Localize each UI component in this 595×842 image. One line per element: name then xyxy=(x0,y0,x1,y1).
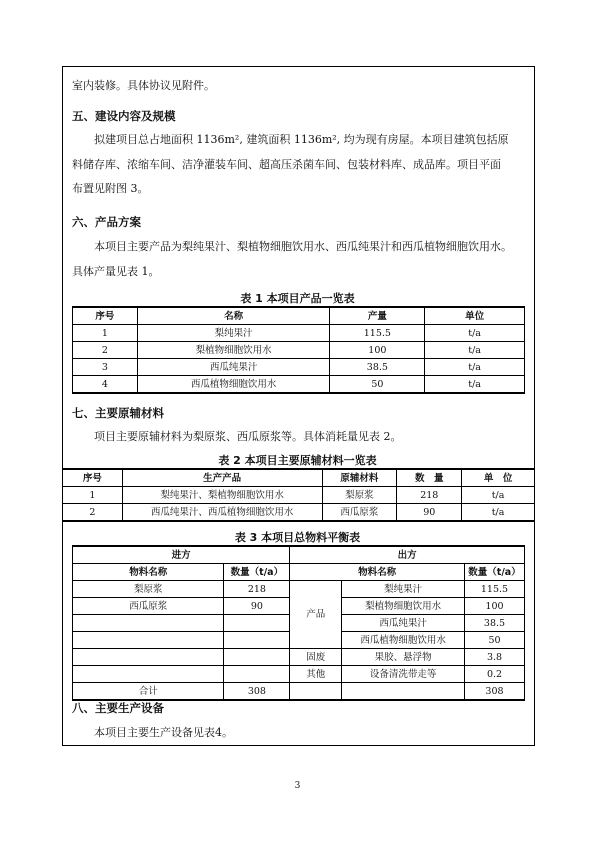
table-cell: 1 xyxy=(63,487,123,504)
paragraph-line: 料储存库、浓缩车间、洁净灌装车间、超高压杀菌车间、包装材料库、成品库。项目平面 xyxy=(72,158,501,171)
table-cell xyxy=(73,666,224,683)
table-header: 数量（t/a） xyxy=(464,564,524,581)
table-cell xyxy=(224,666,290,683)
table-header: 单 位 xyxy=(462,469,535,487)
table-cell: 38.5 xyxy=(330,359,425,376)
table2-caption: 表 2 本项目主要原辅材料一览表 xyxy=(218,454,377,467)
table-cell: t/a xyxy=(425,359,525,376)
table-header: 数 量 xyxy=(397,469,462,487)
table-row xyxy=(73,666,525,683)
section-heading-8: 八、主要生产设备 xyxy=(72,701,164,715)
table-cell: 1 xyxy=(73,325,138,342)
table-cell xyxy=(224,615,290,632)
table-cell: 西瓜纯果汁、西瓜植物细胞饮用水 xyxy=(122,504,322,522)
table-cell: 西瓜原浆 xyxy=(322,504,397,522)
table-cell xyxy=(224,649,290,666)
table-cell: 梨植物细胞饮用水 xyxy=(342,598,465,615)
section-heading-6: 六、产品方案 xyxy=(72,215,141,229)
table-total-label: 合计 xyxy=(73,683,224,701)
table-cell: 50 xyxy=(330,376,425,394)
table-header: 名称 xyxy=(137,307,330,325)
table-row xyxy=(73,683,525,701)
table-row xyxy=(73,325,525,342)
table-cell: 西瓜植物细胞饮用水 xyxy=(342,632,465,649)
table-header: 物料名称 xyxy=(290,564,465,581)
table-row xyxy=(63,504,535,522)
table-cell: 梨纯果汁 xyxy=(342,581,465,598)
table-cell xyxy=(73,615,224,632)
table-header: 物料名称 xyxy=(73,564,224,581)
table3-out-header: 出方 xyxy=(290,546,525,564)
table-cell: 2 xyxy=(63,504,123,522)
table-group-cell: 其他 xyxy=(290,666,342,683)
table-group-cell: 固废 xyxy=(290,649,342,666)
table-cell: 4 xyxy=(73,376,138,394)
table-cell: 西瓜植物细胞饮用水 xyxy=(137,376,330,394)
table3-caption: 表 3 本项目总物料平衡表 xyxy=(234,531,361,544)
table-header: 序号 xyxy=(63,469,123,487)
table-cell: t/a xyxy=(425,376,525,394)
table-total-in: 308 xyxy=(224,683,290,701)
table-cell: 3.8 xyxy=(464,649,524,666)
table-row xyxy=(73,359,525,376)
table-cell: t/a xyxy=(462,504,535,522)
table-cell: 3 xyxy=(73,359,138,376)
table-cell xyxy=(73,632,224,649)
paragraph-line: 项目主要原辅材料为梨原浆、西瓜原浆等。具体消耗量见表 2。 xyxy=(94,430,402,443)
table-cell xyxy=(342,683,465,701)
paragraph-line: 本项目主要生产设备见表4。 xyxy=(94,726,233,739)
paragraph-line: 拟建项目总占地面积 1136m², 建筑面积 1136m², 均为现有房屋。本项目建筑包括原 xyxy=(94,133,509,146)
table-cell: 50 xyxy=(464,632,524,649)
table-row xyxy=(73,649,525,666)
table-cell: 115.5 xyxy=(464,581,524,598)
table-cell xyxy=(290,683,342,701)
table-cell: 梨纯果汁 xyxy=(137,325,330,342)
table-header: 单位 xyxy=(425,307,525,325)
table-cell: 218 xyxy=(397,487,462,504)
table-header: 原辅材料 xyxy=(322,469,397,487)
table-cell: 2 xyxy=(73,342,138,359)
table-row xyxy=(73,581,525,598)
paragraph-line: 具体产量见表 1。 xyxy=(72,265,160,278)
table-cell: 100 xyxy=(464,598,524,615)
table-row xyxy=(63,487,535,504)
table1 xyxy=(72,306,525,394)
table-header: 产量 xyxy=(330,307,425,325)
table-cell: 梨纯果汁、梨植物细胞饮用水 xyxy=(122,487,322,504)
table3-in-header: 进方 xyxy=(73,546,290,564)
table-cell: 115.5 xyxy=(330,325,425,342)
table2 xyxy=(62,468,535,522)
table-cell: 100 xyxy=(330,342,425,359)
paragraph-line: 布置见附图 3。 xyxy=(72,182,149,195)
table-group-cell: 产品 xyxy=(290,581,342,649)
table-cell: 梨原浆 xyxy=(73,581,224,598)
table-cell: 果胶、悬浮物 xyxy=(342,649,465,666)
table-cell: 西瓜纯果汁 xyxy=(137,359,330,376)
table1-caption: 表 1 本项目产品一览表 xyxy=(240,292,355,305)
table-cell: 西瓜纯果汁 xyxy=(342,615,465,632)
table-row xyxy=(73,376,525,394)
table-total-out: 308 xyxy=(464,683,524,701)
table-cell: 梨植物细胞饮用水 xyxy=(137,342,330,359)
section-heading-7: 七、主要原辅材料 xyxy=(72,406,164,420)
table-cell xyxy=(73,649,224,666)
table-cell: t/a xyxy=(425,342,525,359)
table-cell: 西瓜原浆 xyxy=(73,598,224,615)
page-number: 3 xyxy=(294,781,301,791)
table-cell: 218 xyxy=(224,581,290,598)
table-cell: 0.2 xyxy=(464,666,524,683)
table-cell: 设备清洗带走等 xyxy=(342,666,465,683)
text-line: 室内装修。具体协议见附件。 xyxy=(72,79,215,92)
table-row xyxy=(73,342,525,359)
table-cell xyxy=(224,632,290,649)
table-header: 序号 xyxy=(73,307,138,325)
table-cell: 90 xyxy=(397,504,462,522)
table-cell: 38.5 xyxy=(464,615,524,632)
table-cell: t/a xyxy=(462,487,535,504)
table-header: 数量（t/a） xyxy=(224,564,290,581)
table-cell: 梨原浆 xyxy=(322,487,397,504)
table-header: 生产产品 xyxy=(122,469,322,487)
table-cell: t/a xyxy=(425,325,525,342)
table3 xyxy=(72,545,525,701)
section-heading-5: 五、建设内容及规模 xyxy=(72,109,176,123)
table-cell: 90 xyxy=(224,598,290,615)
paragraph-line: 本项目主要产品为梨纯果汁、梨植物细胞饮用水、西瓜纯果汁和西瓜植物细胞饮用水。 xyxy=(94,240,512,253)
